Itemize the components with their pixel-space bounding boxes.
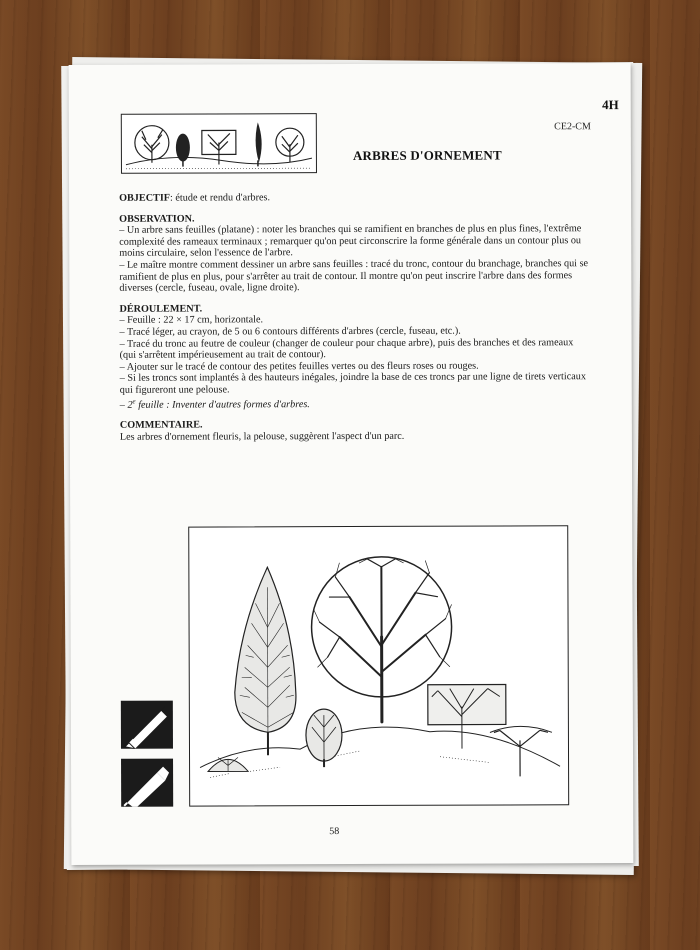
deroulement-item-last: – 2e feuille : Inventer d'autres formes d'arbres. xyxy=(119,397,310,411)
deroulement-item: – Si les troncs sont implantés à des hauteurs inégales, joindre la base de ces troncs par une ligne de tirets verticaux qui figureront une pelouse. xyxy=(119,371,586,396)
observation-paragraph-2: – Le maître montre comment dessiner un arbre sans feuilles : tracé du tronc, contour du branchage, branches qui se ramifient de plus en plus, pour s'arrêter au trait de contour. Il montre qu'on peut inscrire l'arbre dans des formes diverses (cercle, fuseau, ovale, ligne droite). xyxy=(119,258,589,294)
felt-pen-icon xyxy=(121,759,173,807)
commentaire-heading: COMMENTAIRE. xyxy=(119,420,203,432)
lesson-body xyxy=(119,191,590,443)
observation-paragraph-1: – Un arbre sans feuilles (platane) : noter les branches qui se ramifient en branches de plus en plus fines, l'extrême complexité des rameaux terminaux ; remarquer qu'on peut circonscrire la forme générale dans un contour plus ou moins circulaire, selon l'essence de l'arbre. xyxy=(119,223,582,260)
class-level: CE2-CM xyxy=(554,121,591,133)
sheet-code: 4H xyxy=(602,97,619,113)
ornamental-trees-drawing xyxy=(188,525,569,806)
deroulement-item: – Feuille : 22 × 17 cm, horizontale. xyxy=(119,314,264,327)
commentaire-text: Les arbres d'ornement fleuris, la pelouse, suggèrent l'aspect d'un parc. xyxy=(119,430,405,443)
deroulement-item: – Tracé léger, au crayon, de 5 ou 6 contours différents d'arbres (cercle, fuseau, etc.). xyxy=(119,325,461,338)
observation-heading: OBSERVATION. xyxy=(119,213,195,225)
objective-label: OBJECTIF xyxy=(119,192,171,204)
worksheet-page xyxy=(69,63,634,865)
tree-row-illustration-icon xyxy=(121,113,317,174)
objective-text: : étude et rendu d'arbres. xyxy=(170,192,271,204)
deroulement-item: – Tracé du tronc au feutre de couleur (changer de couleur pour chaque arbre), puis des branches et des rameaux (qui s'arrêtent impérieusement au trait de contour). xyxy=(119,336,574,361)
page-number: 58 xyxy=(329,826,340,838)
deroulement-item: – Ajouter sur le tracé de contour des petites feuilles vertes ou des fleurs roses ou rouges. xyxy=(119,360,479,373)
objective-line xyxy=(119,191,589,204)
deroulement-heading: DÉROULEMENT. xyxy=(119,303,203,315)
pencil-icon xyxy=(121,701,173,749)
page-title: ARBRES D'ORNEMENT xyxy=(352,147,502,163)
